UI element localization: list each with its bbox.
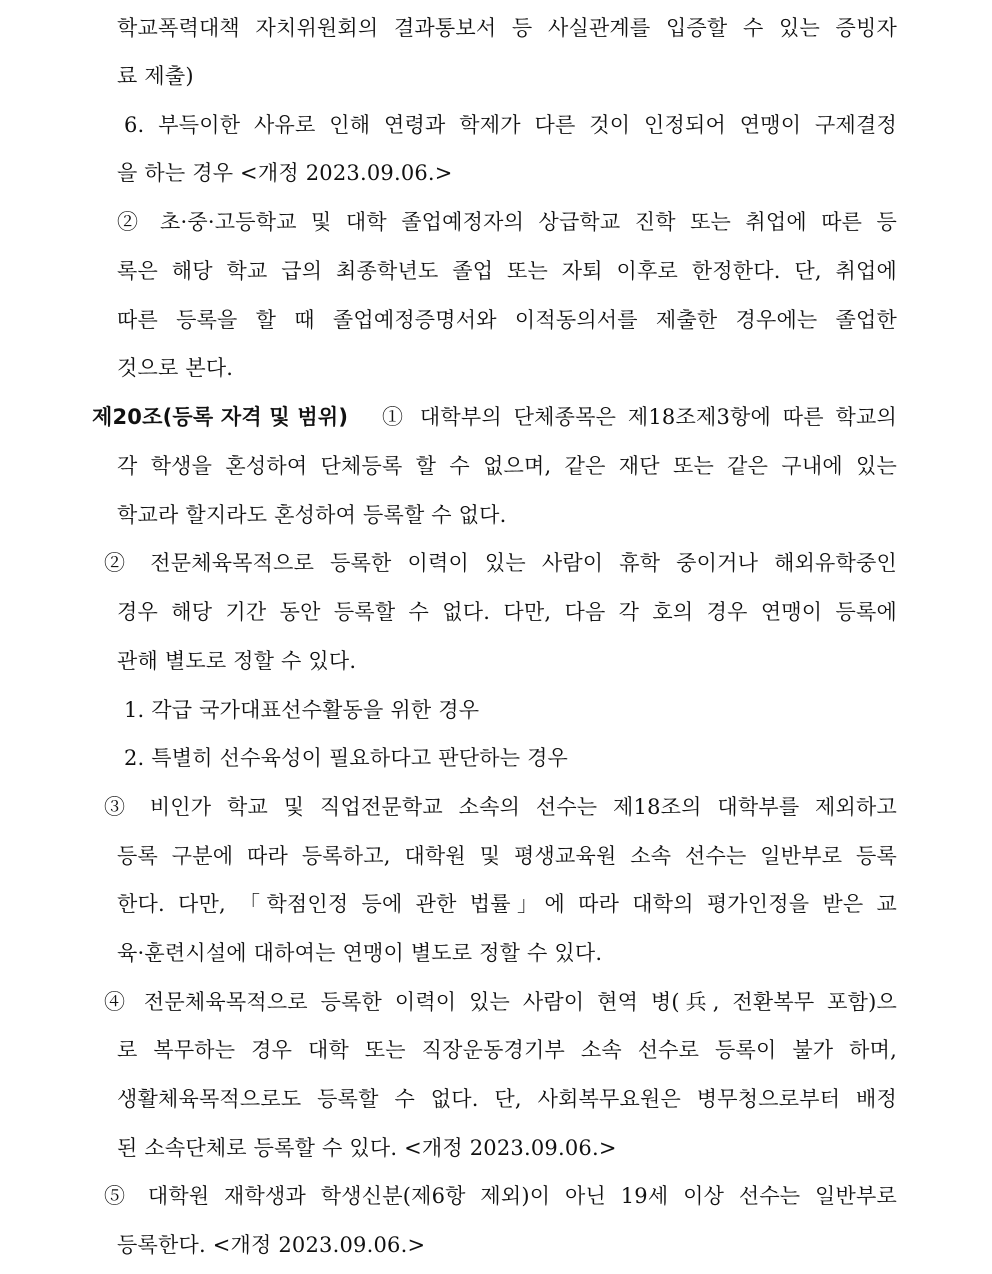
paragraph-3-line: ③ 비인가 학교 및 직업전문학교 소속의 선수는 제18조의 대학부를 제외하고 [104,795,897,819]
text-line: 등록 구분에 따라 등록하고, 대학원 및 평생교육원 소속 선수는 일반부로 등록 [117,844,897,868]
text-line: 로 복무하는 경우 대학 또는 직장운동경기부 소속 선수로 등록이 불가 하며, [117,1038,897,1062]
text-line: 된 소속단체로 등록할 수 있다. <개정 2023.09.06.> [117,1136,617,1160]
text-line: 록은 해당 학교 급의 최종학년도 졸업 또는 자퇴 이후로 한정한다. 단, 취업에 [117,259,897,283]
text-line: 생활체육목적으로도 등록할 수 없다. 단, 사회복무요원은 병무청으로부터 배정 [117,1087,897,1111]
list-item-2: 2. 특별히 선수육성이 필요하다고 판단하는 경우 [124,746,569,770]
text-line: 한다. 다만, 「학점인정 등에 관한 법률」에 따라 대학의 평가인정을 받은 교 [117,892,897,916]
text-line: 학교폭력대책 자치위원회의 결과통보서 등 사실관계를 입증할 수 있는 증빙자 [117,16,897,40]
article-first-line: ① 대학부의 단체종목은 제18조제3항에 따른 학교의 [382,405,897,429]
text-line: 것으로 본다. [117,356,234,380]
text-line: 관해 별도로 정할 수 있다. [117,649,357,673]
text-line: 학교라 할지라도 혼성하여 등록할 수 없다. [117,503,507,527]
text-line: 을 하는 경우 <개정 2023.09.06.> [117,161,453,185]
paragraph-5-line: ⑤ 대학원 재학생과 학생신분(제6항 제외)이 아닌 19세 이상 선수는 일반부로 [104,1184,897,1208]
paragraph-2-line: ② 초·중·고등학교 및 대학 졸업예정자의 상급학교 진학 또는 취업에 따른 등 [117,210,897,234]
article-title: 제20조(등록 자격 및 범위) [92,405,349,429]
paragraph-2-line: ② 전문체육목적으로 등록한 이력이 있는 사람이 휴학 중이거나 해외유학중인 [104,551,897,575]
list-item-6-line: 6. 부득이한 사유로 인해 연령과 학제가 다른 것이 인정되어 연맹이 구제결정 [124,113,897,137]
paragraph-4-line: ④ 전문체육목적으로 등록한 이력이 있는 사람이 현역 병(兵, 전환복무 포함)으 [104,990,897,1014]
text-line: 따른 등록을 할 때 졸업예정증명서와 이적동의서를 제출한 경우에는 졸업한 [117,308,897,332]
text-line: 각 학생을 혼성하여 단체등록 할 수 없으며, 같은 재단 또는 같은 구내에 있는 [117,454,897,478]
text-line: 등록한다. <개정 2023.09.06.> [117,1233,426,1257]
list-item-1: 1. 각급 국가대표선수활동을 위한 경우 [124,698,480,722]
text-line: 육·훈련시설에 대하여는 연맹이 별도로 정할 수 있다. [117,941,603,965]
text-line: 료 제출) [117,64,194,88]
text-line: 경우 해당 기간 동안 등록할 수 없다. 다만, 다음 각 호의 경우 연맹이 등록에 [117,600,897,624]
